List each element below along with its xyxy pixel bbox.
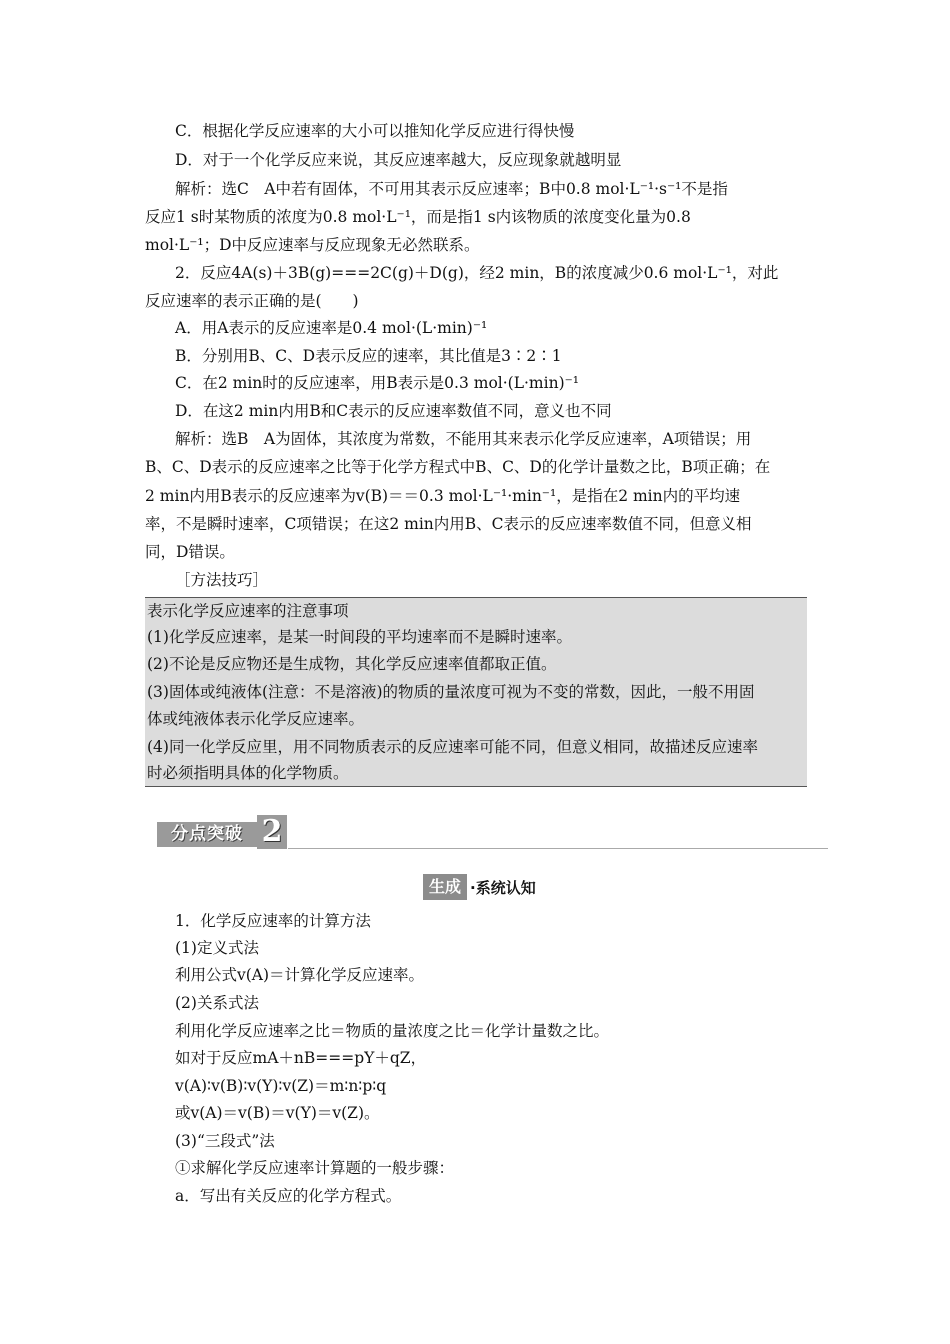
section-banner bbox=[157, 815, 287, 849]
q2-option-c: C．在2 min时的反应速率，用B表示是0.3 mol·(L·min)⁻¹ bbox=[175, 374, 580, 392]
body-definition-formula: 利用公式v(A)＝计算化学反应速率。 bbox=[175, 966, 425, 984]
body-reaction-example: 如对于反应mA＋nB===pY＋qZ， bbox=[175, 1049, 427, 1067]
body-ratio-alt: 或v(A)＝v(B)＝v(Y)＝v(Z)。 bbox=[175, 1104, 380, 1122]
body-heading-1: 1．化学反应速率的计算方法 bbox=[175, 912, 371, 930]
q2-analysis-line-3: 2 min内用B表示的反应速率为v(B)＝＝0.3 mol·L⁻¹·min⁻¹，是指在2 min内的平均速 bbox=[145, 487, 741, 505]
subsection-title: ·系统认知 bbox=[470, 878, 536, 897]
tip-2: (2)不论是反应物还是生成物，其化学反应速率值都取正值。 bbox=[147, 655, 557, 673]
q1-option-d: D．对于一个化学反应来说，其反应速率越大，反应现象就越明显 bbox=[175, 151, 622, 169]
body-relation-text: 利用化学反应速率之比＝物质的量浓度之比＝化学计量数之比。 bbox=[175, 1022, 610, 1040]
q2-option-b: B．分别用B、C、D表示反应的速率，其比值是3∶2∶1 bbox=[175, 347, 562, 365]
section-divider bbox=[288, 848, 828, 849]
q2-stem-line-2: 反应速率的表示正确的是( ) bbox=[145, 292, 359, 310]
q1-option-c: C．根据化学反应速率的大小可以推知化学反应进行得快慢 bbox=[175, 122, 575, 140]
q2-option-d: D．在这2 min内用B和C表示的反应速率数值不同，意义也不同 bbox=[175, 402, 612, 420]
tip-4-line-1: (4)同一化学反应里，用不同物质表示的反应速率可能不同，但意义相同，故描述反应速率 bbox=[147, 738, 758, 756]
tip-4-line-2: 时必须指明具体的化学物质。 bbox=[147, 764, 349, 782]
q1-analysis-line-2: 反应1 s时某物质的浓度为0.8 mol·L⁻¹，而是指1 s内该物质的浓度变化量为0.8 bbox=[145, 208, 691, 226]
body-relation-method: (2)关系式法 bbox=[175, 994, 259, 1012]
section-label: 分点突破 bbox=[157, 822, 257, 847]
body-definition-method: (1)定义式法 bbox=[175, 939, 259, 957]
subsection-banner bbox=[423, 874, 536, 902]
q2-stem-line-1: 2．反应4A(s)＋3B(g)===2C(g)＋D(g)，经2 min，B的浓度减少0.6 mol·L⁻¹，对此 bbox=[175, 264, 779, 282]
method-heading: ［方法技巧］ bbox=[175, 571, 269, 589]
q1-analysis-line-1: 解析：选C A中若有固体，不可用其表示反应速率；B中0.8 mol·L⁻¹·s⁻¹不是指 bbox=[175, 180, 728, 198]
tips-title: 表示化学反应速率的注意事项 bbox=[147, 602, 349, 620]
q2-analysis-line-4: 率，不是瞬时速率，C项错误；在这2 min内用B、C表示的反应速率数值不同，但意义相 bbox=[145, 515, 752, 533]
q2-option-a: A．用A表示的反应速率是0.4 mol·(L·min)⁻¹ bbox=[175, 319, 488, 337]
body-general-steps: ①求解化学反应速率计算题的一般步骤： bbox=[175, 1159, 455, 1177]
body-ratio: v(A)∶v(B)∶v(Y)∶v(Z)＝m∶n∶p∶q bbox=[175, 1077, 387, 1095]
subsection-tag: 生成 bbox=[423, 874, 467, 900]
tip-3-line-1: (3)固体或纯液体(注意：不是溶液)的物质的量浓度可视为不变的常数，因此，一般不用固 bbox=[147, 683, 755, 701]
section-number: 2 bbox=[257, 815, 287, 849]
q2-analysis-line-1: 解析：选B A为固体，其浓度为常数，不能用其来表示化学反应速率，A项错误；用 bbox=[175, 430, 752, 448]
tip-1: (1)化学反应速率，是某一时间段的平均速率而不是瞬时速率。 bbox=[147, 628, 572, 646]
body-step-a: a．写出有关反应的化学方程式。 bbox=[175, 1187, 402, 1205]
q1-analysis-line-3: mol·L⁻¹；D中反应速率与反应现象无必然联系。 bbox=[145, 236, 480, 254]
method-tips-box bbox=[145, 597, 807, 787]
q2-analysis-line-2: B、C、D表示的反应速率之比等于化学方程式中B、C、D的化学计量数之比，B项正确；在 bbox=[145, 458, 771, 476]
q2-analysis-line-5: 同，D错误。 bbox=[145, 543, 235, 561]
body-three-step-method: (3)“三段式”法 bbox=[175, 1132, 275, 1150]
tip-3-line-2: 体或纯液体表示化学反应速率。 bbox=[147, 710, 365, 728]
